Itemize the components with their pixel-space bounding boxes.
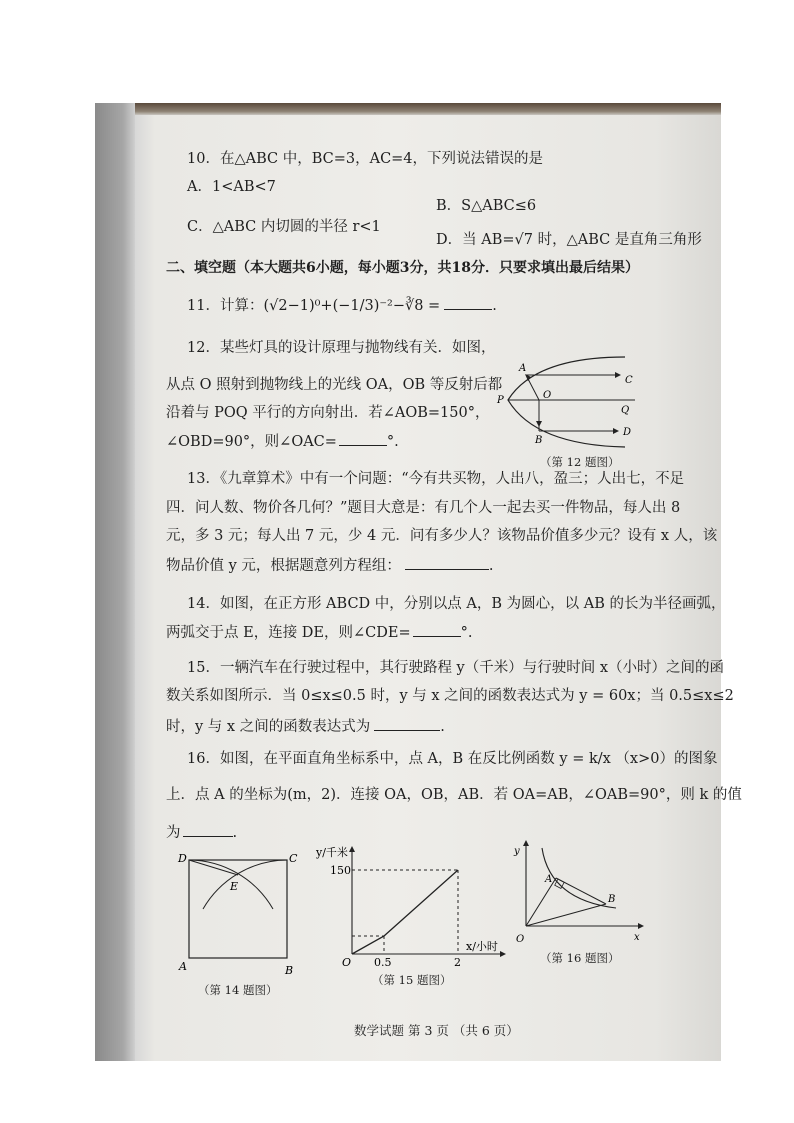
fig14-label-a: A: [179, 960, 187, 973]
q12-unit: °.: [386, 434, 399, 450]
fig12-parabola-diagram: [495, 355, 645, 455]
fig12-label-c: C: [625, 375, 633, 386]
fig16-label-o: O: [516, 934, 525, 945]
q15-line3: 时，y 与 x 之间的函数表达式为 .: [166, 719, 445, 735]
fig12-arrow-c: [615, 372, 621, 378]
q12-line1: 12．某些灯具的设计原理与抛物线有关．如图，: [187, 340, 496, 356]
q15-answer-blank: [374, 718, 440, 731]
q10-option-a: A．1<AB<7: [187, 179, 276, 195]
q13-line1: 13．《九章算术》中有一个问题：“今有共买物，人出八，盈三；人出七，不足: [187, 471, 685, 487]
fig12-label-a: A: [519, 363, 527, 374]
q16-line3-text: 为: [166, 825, 181, 841]
q13-answer-blank: [405, 557, 489, 570]
fig14-label-d: D: [178, 852, 187, 865]
fig15-y-label: y/千米: [316, 846, 348, 859]
fig15-x-arrow: [500, 951, 506, 957]
q14-line2-text: 两弧交于点 E，连接 DE，则∠CDE=: [166, 625, 411, 641]
fig16-hyperbola: [542, 848, 616, 908]
photo-left-edge: [95, 103, 135, 1061]
fig16-label-x: x: [634, 932, 640, 943]
q12-line3: 沿着与 POQ 平行的方向射出．若∠AOB=150°，: [166, 405, 490, 421]
fig15-tick-2: 2: [454, 956, 461, 969]
q13-line4-text: 物品价值 y 元，根据题意列方程组：: [166, 558, 401, 574]
q15-line3-text: 时，y 与 x 之间的函数表达式为: [166, 719, 371, 735]
fig15-caption: （第 15 题图）: [372, 973, 452, 987]
fig16-caption: （第 16 题图）: [540, 951, 620, 965]
fig15-tick-150: 150: [330, 864, 351, 877]
fig16-x-arrow: [638, 923, 644, 929]
q16-line1: 16．如图，在平面直角坐标系中，点 A，B 在反比例函数 y = k/x （x>0）的图象: [187, 751, 718, 767]
fig15-tick-05: 0.5: [374, 956, 392, 969]
fig12-caption: （第 12 题图）: [540, 455, 620, 469]
section2-heading: 二、填空题（本大题共6小题，每小题3分，共18分．只要求填出最后结果）: [166, 260, 639, 276]
fig12-arrow-d: [613, 428, 619, 434]
q14-line1: 14．如图，在正方形 ABCD 中，分别以点 A，B 为圆心，以 AB 的长为半径画弧，: [187, 596, 726, 612]
fig14-label-b: B: [285, 964, 294, 977]
fig14-label-e: E: [230, 880, 239, 893]
fig15-y-arrow: [349, 846, 355, 852]
fig12-label-q: Q: [621, 405, 630, 416]
q14-answer-blank: [413, 624, 461, 637]
q12-answer-blank: [339, 433, 387, 446]
q16-answer-blank: [183, 824, 233, 837]
q11-text: 11．计算：(√2−1)⁰+(−1/3)⁻²−∛8 = .: [187, 298, 497, 314]
q14-unit: °.: [460, 625, 473, 641]
q14-line2: [166, 624, 472, 641]
q13-line3: 元，多 3 元；每人出 7 元，少 4 元．问有多少人？该物品价值多少元？设有 x 人，该: [166, 528, 718, 544]
q11-expression: 11．计算：(√2−1)⁰+(−1/3)⁻²−∛8 =: [187, 298, 441, 314]
fig16-coordinate-diagram: [508, 838, 648, 948]
fig15-distance-time-graph: [310, 838, 510, 973]
fig15-origin: O: [342, 956, 352, 969]
fig16-label-y: y: [514, 846, 520, 857]
fig16-label-b: B: [608, 894, 616, 905]
q16-line2: 上．点 A 的坐标为(m，2)．连接 OA，OB，AB．若 OA=AB，∠OAB=90°，则 k 的值: [166, 787, 742, 803]
q13-line4: 物品价值 y 元，根据题意列方程组： .: [166, 558, 494, 574]
q10-stem: 10．在△ABC 中，BC=3，AC=4，下列说法错误的是: [187, 151, 544, 167]
fig14-segment-de: [189, 860, 238, 875]
fig15-x-label: x/小时: [466, 940, 498, 953]
fig12-label-o: O: [543, 390, 552, 401]
fig12-label-b: B: [535, 435, 543, 446]
q12-line4-text: ∠OBD=90°，则∠OAC=: [166, 434, 337, 450]
fig12-arrow-b: [536, 421, 542, 427]
q10-option-c: C．△ABC 内切圆的半径 r<1: [187, 219, 381, 235]
fig16-y-arrow: [523, 840, 529, 846]
fig14-label-c: C: [289, 852, 298, 865]
q13-line2: 四．问人数、物价各几何？”题目大意是：有几个人一起去买一件物品，每人出 8: [166, 500, 681, 516]
q11-answer-blank: [444, 297, 492, 310]
q10-option-b: B．S△ABC≤6: [436, 198, 537, 214]
fig14-arc-from-b: [203, 860, 287, 909]
fig16-label-a: A: [545, 874, 553, 885]
fig14-caption: （第 14 题图）: [198, 983, 278, 997]
q15-line2: 数关系如图所示．当 0≤x≤0.5 时，y 与 x 之间的函数表达式为 y = 60x；当 0.5≤x≤2: [166, 688, 734, 704]
q12-line4: [166, 433, 399, 450]
q16-line3: 为 .: [166, 825, 238, 841]
fig12-label-d: D: [623, 427, 632, 438]
fig15-segment-1: [352, 936, 384, 954]
page-footer: 数学试题 第 3 页 （共 6 页）: [354, 1023, 519, 1038]
fig15-segment-2: [384, 870, 458, 936]
q15-line1: 15．一辆汽车在行驶过程中，其行驶路程 y（千米）与行驶时间 x（小时）之间的函: [187, 660, 725, 676]
q10-option-d: D．当 AB=√7 时，△ABC 是直角三角形: [436, 232, 702, 248]
q12-line2: 从点 O 照射到抛物线上的光线 OA，OB 等反射后都: [166, 377, 503, 393]
photo-top-edge: [95, 103, 721, 115]
fig14-square-diagram: [175, 850, 305, 980]
fig12-label-p: P: [497, 395, 504, 406]
